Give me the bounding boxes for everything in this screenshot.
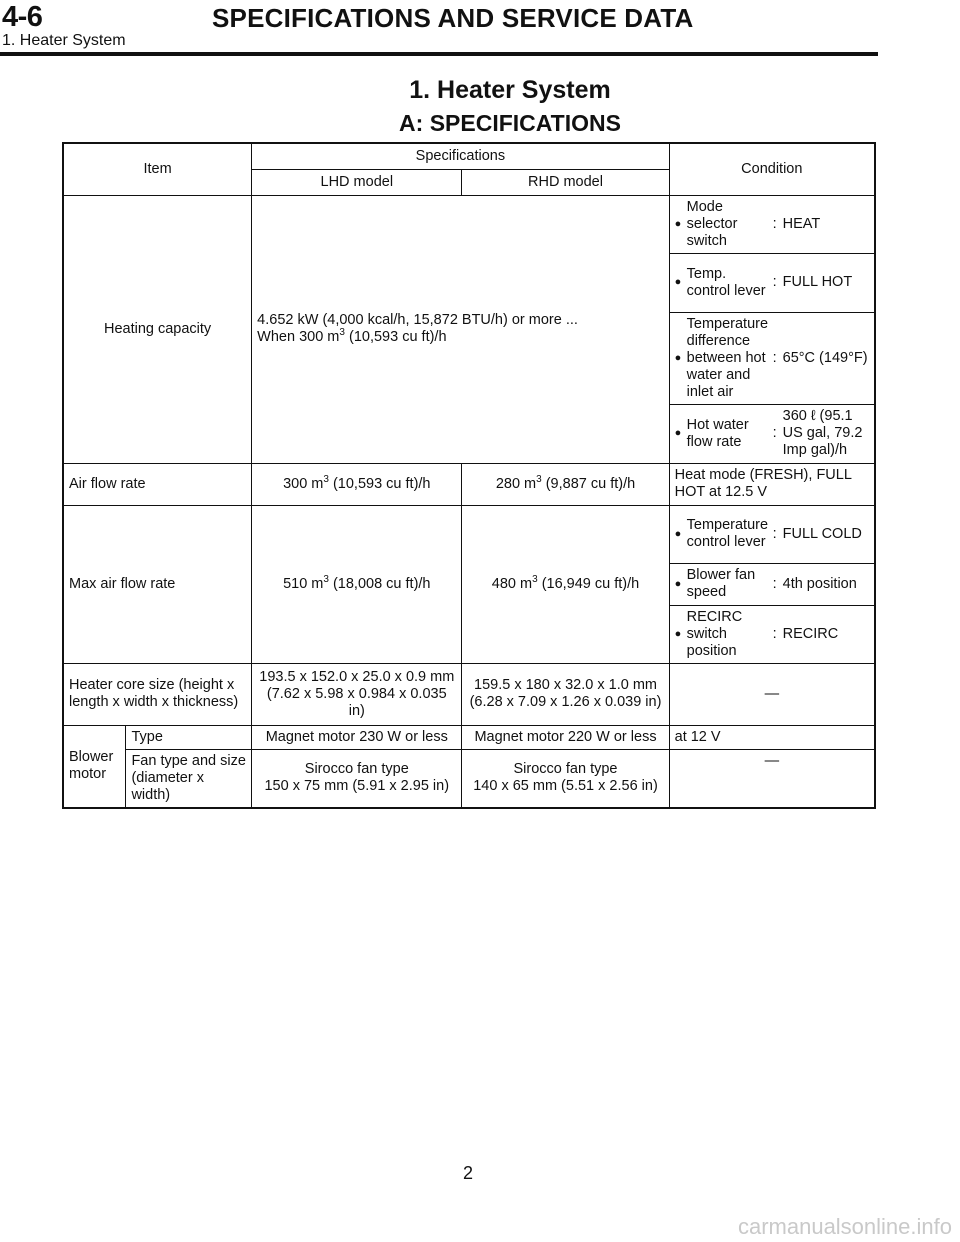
value-rest: (9,887 cu ft)/h <box>545 475 636 492</box>
bullet-icon: ● <box>674 427 682 439</box>
heating-spec-line2 <box>257 329 663 346</box>
fan-rhd-type: Sirocco fan type <box>513 761 618 777</box>
condition-name: Temperature difference between hot water and inlet air <box>686 315 769 400</box>
air-flow-rhd <box>462 463 669 505</box>
value-rest: (10,593 cu ft)/h <box>332 475 431 492</box>
bullet-icon: ● <box>674 276 682 288</box>
max-air-condition-row: ● RECIRC switch position : RECIRC <box>669 605 875 663</box>
condition-value: 4th position <box>782 575 857 592</box>
blower-type-lhd: Magnet motor 230 W or less <box>252 725 462 749</box>
condition-name: Mode selector switch <box>686 198 738 249</box>
max-air-flow-rate-label: Max air flow rate <box>63 505 252 663</box>
value-rest: (18,008 cu ft)/h <box>332 575 431 592</box>
max-air-condition-row: ● Blower fan speed : 4th position <box>669 563 875 605</box>
heating-condition-row: ● Temperature difference between hot water and inlet air : 65°C (149°F) <box>669 312 875 404</box>
bullet-icon: ● <box>674 527 682 540</box>
blower-motor-label: Blower motor <box>63 725 126 808</box>
core-rhd-in: (6.28 x 7.09 x 1.26 x 0.039 in) <box>469 694 662 710</box>
heating-spec-unit: When 300 m <box>257 329 340 345</box>
air-flow-condition: Heat mode (FRESH), FULL HOT at 12.5 V <box>669 463 875 505</box>
blower-type-condition: at 12 V <box>669 725 875 749</box>
fan-type-condition: — <box>669 749 875 808</box>
value-unit: 300 m <box>283 475 324 492</box>
core-lhd-mm: 193.5 x 152.0 x 25.0 x 0.9 mm <box>259 668 455 685</box>
heater-core-condition: — <box>669 663 875 725</box>
heater-core-size-label: Heater core size (height x length x width x thickness) <box>63 663 252 725</box>
page-title: 1. Heater System <box>409 76 611 104</box>
watermark: carmanualsonline.info <box>737 1214 952 1239</box>
header-title: SPECIFICATIONS AND SERVICE DATA <box>212 3 694 33</box>
air-flow-lhd <box>252 463 462 505</box>
col-header-item: Item <box>63 143 252 195</box>
blower-type-label: Type <box>126 725 252 749</box>
col-header-lhd: LHD model <box>252 169 462 195</box>
heating-spec-value: (10,593 cu ft)/h <box>348 329 447 345</box>
condition-name: Hot water flow rate <box>686 416 749 450</box>
heating-capacity-spec <box>252 195 669 463</box>
header-subtitle: 1. Heater System <box>2 32 126 49</box>
bullet-icon: ● <box>674 217 682 230</box>
bullet-icon: ● <box>674 577 682 590</box>
heater-core-rhd <box>462 663 669 725</box>
page-header <box>0 0 878 56</box>
superscript: 3 <box>536 473 542 485</box>
bullet-icon: ● <box>674 627 682 640</box>
col-header-specifications: Specifications <box>252 143 669 169</box>
superscript: 3 <box>323 573 329 585</box>
max-air-flow-rhd <box>462 505 669 663</box>
max-air-flow-lhd <box>252 505 462 663</box>
fan-type-lhd <box>252 749 462 808</box>
value-unit: 280 m <box>495 475 537 492</box>
condition-value: 65°C (149°F) <box>782 349 868 366</box>
superscript: 3 <box>323 473 329 485</box>
condition-value: 360 ℓ (95.1 US gal, 79.2 Imp gal)/h <box>782 408 863 458</box>
col-header-rhd: RHD model <box>462 169 669 195</box>
section-number: 4-6 <box>2 1 43 33</box>
condition-value: RECIRC <box>782 625 839 642</box>
fan-lhd-size: 150 x 75 mm (5.91 x 2.95 in) <box>264 778 450 794</box>
core-rhd-mm: 159.5 x 180 x 32.0 x 1.0 mm <box>474 677 657 693</box>
max-air-condition-row: ● Temperature control lever : FULL COLD <box>669 505 875 563</box>
blower-type-rhd: Magnet motor 220 W or less <box>462 725 669 749</box>
heating-condition-row: ● Hot water flow rate : 360 ℓ (95.1 US gal, 79.2 Imp gal)/h <box>669 404 875 463</box>
section-title: A: SPECIFICATIONS <box>399 110 621 136</box>
core-lhd-in: (7.62 x 5.98 x 0.984 x 0.035 in) <box>266 685 447 719</box>
air-flow-rate-label: Air flow rate <box>63 463 252 505</box>
value-unit: 480 m <box>491 575 533 592</box>
condition-name: Blower fan speed <box>686 567 756 600</box>
superscript: 3 <box>339 327 345 339</box>
spec-table <box>62 142 876 809</box>
heating-condition-row: ● Mode selector switch : HEAT <box>669 195 875 253</box>
heating-capacity-label: Heating capacity <box>63 195 252 463</box>
heater-core-lhd <box>252 663 462 725</box>
header-rule <box>0 52 878 56</box>
heating-condition-row: ● Temp. control lever : FULL HOT <box>669 253 875 312</box>
fan-rhd-size: 140 x 65 mm (5.51 x 2.56 in) <box>473 778 658 794</box>
fan-lhd-type: Sirocco fan type <box>304 761 409 777</box>
bullet-icon: ● <box>674 351 682 364</box>
value-rest: (16,949 cu ft)/h <box>541 575 640 592</box>
condition-value: HEAT <box>782 215 821 232</box>
condition-name: Temperature control lever <box>686 517 769 550</box>
condition-value: FULL HOT <box>782 274 853 290</box>
superscript: 3 <box>532 573 538 585</box>
condition-name: RECIRC switch position <box>686 608 743 659</box>
fan-type-label: Fan type and size (diameter x width) <box>126 749 252 808</box>
condition-value: FULL COLD <box>782 525 862 542</box>
value-unit: 510 m <box>283 575 324 592</box>
heating-spec-line1: 4.652 kW (4,000 kcal/h, 15,872 BTU/h) or more ... <box>257 312 578 328</box>
page-number: 2 <box>462 1163 473 1183</box>
col-header-condition: Condition <box>669 143 875 195</box>
condition-name: Temp. control lever <box>686 265 766 299</box>
fan-type-rhd <box>462 749 669 808</box>
